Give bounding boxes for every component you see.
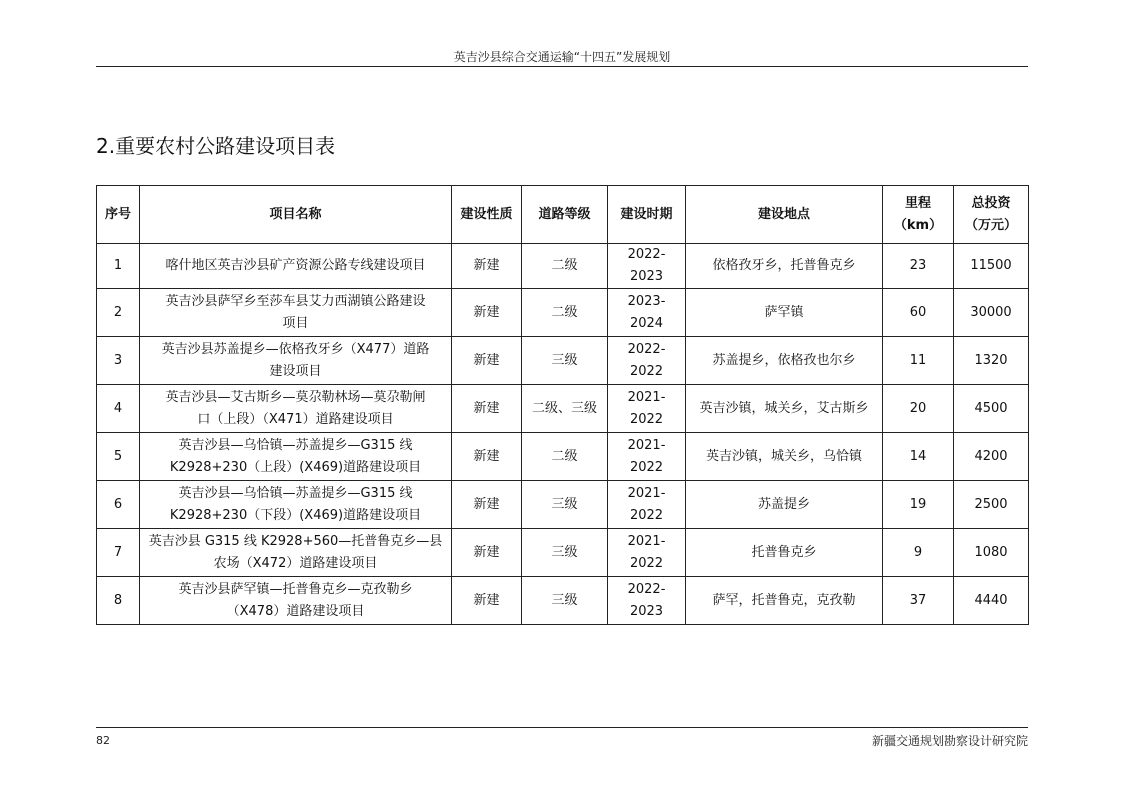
cell-grade: 二级 xyxy=(522,244,608,289)
project-table xyxy=(96,185,1029,625)
cell-seq: 5 xyxy=(97,433,140,481)
project-name-line: 英吉沙县萨罕乡至莎车县艾力西湖镇公路建设 xyxy=(165,293,426,309)
table-row xyxy=(97,244,1029,289)
cell-name xyxy=(140,481,452,529)
table-row xyxy=(97,433,1029,481)
header-grade: 道路等级 xyxy=(522,186,608,244)
cell-mileage: 60 xyxy=(883,289,954,337)
cell-mileage: 37 xyxy=(883,577,954,625)
cell-period: 2021-2022 xyxy=(608,529,686,577)
header-investment xyxy=(954,186,1029,244)
table-body xyxy=(97,244,1029,625)
project-name-line: （X478）道路建设项目 xyxy=(226,603,365,619)
project-name-line: 英吉沙县萨罕镇—托普鲁克乡—克孜勒乡 xyxy=(178,581,413,597)
cell-location: 苏盖提乡 xyxy=(686,481,883,529)
table-row xyxy=(97,337,1029,385)
cell-nature: 新建 xyxy=(452,337,522,385)
cell-name xyxy=(140,529,452,577)
cell-name xyxy=(140,244,452,289)
header-nature: 建设性质 xyxy=(452,186,522,244)
header-investment-label: 总投资 xyxy=(971,195,1011,211)
cell-seq: 4 xyxy=(97,385,140,433)
header-mileage-unit: （km） xyxy=(893,217,943,233)
cell-name xyxy=(140,577,452,625)
project-name-line: 英吉沙县苏盖提乡—依格孜牙乡（X477）道路 xyxy=(161,341,430,357)
cell-location: 托普鲁克乡 xyxy=(686,529,883,577)
cell-grade: 三级 xyxy=(522,577,608,625)
cell-location: 萨罕，托普鲁克，克孜勒 xyxy=(686,577,883,625)
cell-period: 2022-2022 xyxy=(608,337,686,385)
cell-mileage: 9 xyxy=(883,529,954,577)
cell-grade: 三级 xyxy=(522,481,608,529)
page-footer xyxy=(96,727,1028,748)
project-name-line: 农场（X472）道路建设项目 xyxy=(213,555,378,571)
table-row xyxy=(97,481,1029,529)
cell-nature: 新建 xyxy=(452,244,522,289)
cell-period: 2021-2022 xyxy=(608,481,686,529)
cell-investment: 30000 xyxy=(954,289,1029,337)
project-name-line: 英吉沙县—艾古斯乡—莫尕勒林场—莫尕勒闸 xyxy=(165,389,426,405)
cell-investment: 4440 xyxy=(954,577,1029,625)
project-name-line: 喀什地区英吉沙县矿产资源公路专线建设项目 xyxy=(165,258,426,273)
header-seq: 序号 xyxy=(97,186,140,244)
cell-grade: 三级 xyxy=(522,337,608,385)
cell-grade: 三级 xyxy=(522,529,608,577)
cell-mileage: 19 xyxy=(883,481,954,529)
header-investment-unit: （万元） xyxy=(964,217,1017,233)
header-mileage-label: 里程 xyxy=(904,195,931,211)
cell-seq: 6 xyxy=(97,481,140,529)
cell-seq: 8 xyxy=(97,577,140,625)
cell-location: 苏盖提乡，依格孜也尔乡 xyxy=(686,337,883,385)
cell-nature: 新建 xyxy=(452,577,522,625)
cell-period: 2022-2023 xyxy=(608,244,686,289)
cell-mileage: 14 xyxy=(883,433,954,481)
project-name-line: K2928+230（下段）(X469)道路建设项目 xyxy=(169,507,422,523)
header-period: 建设时期 xyxy=(608,186,686,244)
cell-period: 2023-2024 xyxy=(608,289,686,337)
cell-nature: 新建 xyxy=(452,385,522,433)
project-name-line: 英吉沙县—乌恰镇—苏盖提乡—G315 线 xyxy=(178,485,413,501)
document-title: 英吉沙县综合交通运输“十四五”发展规划 xyxy=(453,50,671,64)
header-name: 项目名称 xyxy=(140,186,452,244)
cell-mileage: 23 xyxy=(883,244,954,289)
cell-investment: 1320 xyxy=(954,337,1029,385)
cell-location: 英吉沙镇，城关乡，艾古斯乡 xyxy=(686,385,883,433)
cell-seq: 7 xyxy=(97,529,140,577)
cell-period: 2021-2022 xyxy=(608,385,686,433)
cell-period: 2022-2023 xyxy=(608,577,686,625)
institute-name: 新疆交通规划勘察设计研究院 xyxy=(871,734,1028,748)
cell-nature: 新建 xyxy=(452,481,522,529)
cell-period: 2021-2022 xyxy=(608,433,686,481)
header-mileage xyxy=(883,186,954,244)
cell-seq: 2 xyxy=(97,289,140,337)
header-location: 建设地点 xyxy=(686,186,883,244)
cell-name xyxy=(140,433,452,481)
project-name-line: 建设项目 xyxy=(269,363,322,379)
cell-seq: 1 xyxy=(97,244,140,289)
table-header-row xyxy=(97,186,1029,244)
cell-name xyxy=(140,289,452,337)
table-row xyxy=(97,385,1029,433)
cell-seq: 3 xyxy=(97,337,140,385)
cell-grade: 二级、三级 xyxy=(522,385,608,433)
table-row xyxy=(97,289,1029,337)
table-row xyxy=(97,529,1029,577)
project-name-line: 英吉沙县—乌恰镇—苏盖提乡—G315 线 xyxy=(178,437,413,453)
page-header xyxy=(96,0,1028,67)
cell-investment: 1080 xyxy=(954,529,1029,577)
section-title: 2.重要农村公路建设项目表 xyxy=(96,134,336,158)
cell-investment: 11500 xyxy=(954,244,1029,289)
cell-investment: 2500 xyxy=(954,481,1029,529)
cell-location: 英吉沙镇，城关乡，乌恰镇 xyxy=(686,433,883,481)
project-name-line: 项目 xyxy=(282,315,309,331)
cell-nature: 新建 xyxy=(452,529,522,577)
cell-nature: 新建 xyxy=(452,433,522,481)
cell-name xyxy=(140,337,452,385)
cell-mileage: 11 xyxy=(883,337,954,385)
page-number: 82 xyxy=(96,734,110,747)
cell-location: 萨罕镇 xyxy=(686,289,883,337)
cell-nature: 新建 xyxy=(452,289,522,337)
cell-mileage: 20 xyxy=(883,385,954,433)
cell-grade: 二级 xyxy=(522,433,608,481)
table-row xyxy=(97,577,1029,625)
cell-location: 依格孜牙乡，托普鲁克乡 xyxy=(686,244,883,289)
project-name-line: 口（上段）（X471）道路建设项目 xyxy=(197,411,394,427)
project-name-line: K2928+230（上段）(X469)道路建设项目 xyxy=(169,459,422,475)
cell-name xyxy=(140,385,452,433)
cell-investment: 4500 xyxy=(954,385,1029,433)
cell-grade: 二级 xyxy=(522,289,608,337)
cell-investment: 4200 xyxy=(954,433,1029,481)
project-name-line: 英吉沙县 G315 线 K2928+560—托普鲁克乡—县 xyxy=(148,533,443,549)
